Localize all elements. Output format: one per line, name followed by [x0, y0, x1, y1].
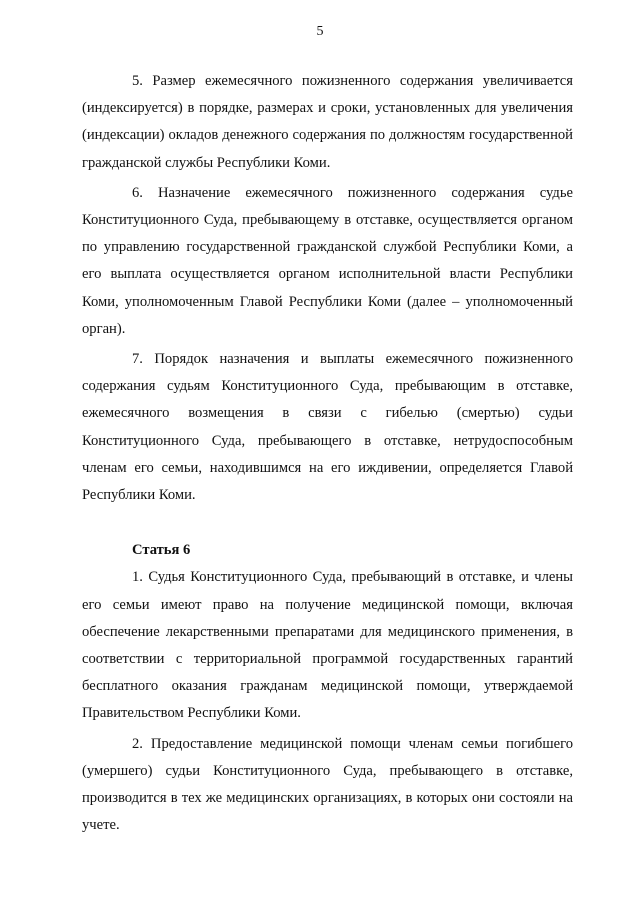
paragraph-6: 6. Назначение ежемесячного пожизненного содержания судье Конституционного Суда, пребывающему в отставке, осуществляется органом по управлению государственной гражданской службой Республики Коми, а его выплата осуществляется органом исполнительной власти Республики Коми, уполномоченным Главой Республики Коми (далее – уполномоченный орган). [82, 184, 573, 337]
article-6-heading: Статья 6 [132, 542, 191, 559]
paragraph-7: 7. Порядок назначения и выплаты ежемесячного пожизненного содержания судьям Конституционного Суда, пребывающим в отставке, ежемесячного возмещения в связи с гибелью (смертью) судьи Конституционного Суда, пребывающего в отставке, нетрудоспособным членам его семьи, находившимся на его иждивении, определяется Главой Республики Коми. [82, 351, 573, 504]
article-6-paragraph-2: 2. Предоставление медицинской помощи членам семьи погибшего (умершего) судьи Конституционного Суда, пребывающего в отставке, производится в тех же медицинских организациях, в которых они состояли на учете. [82, 735, 573, 834]
paragraph-5: 5. Размер ежемесячного пожизненного содержания увеличивается (индексируется) в порядке, размерах и сроки, установленных для увеличения (индексации) окладов денежного содержания по должностям государственной гражданской службы Республики Коми. [82, 73, 573, 171]
page-number: 5 [316, 24, 324, 39]
document-body [82, 68, 573, 839]
article-6-paragraph-1: 1. Судья Конституционного Суда, пребывающий в отставке, и члены его семьи имеют право на получение медицинской помощи, включая обеспечение лекарственными препаратами для медицинского применения, в соответствии с территориальной программой государственных гарантий бесплатного оказания гражданам медицинской помощи, утверждаемой Правительством Республики Коми. [82, 569, 573, 722]
